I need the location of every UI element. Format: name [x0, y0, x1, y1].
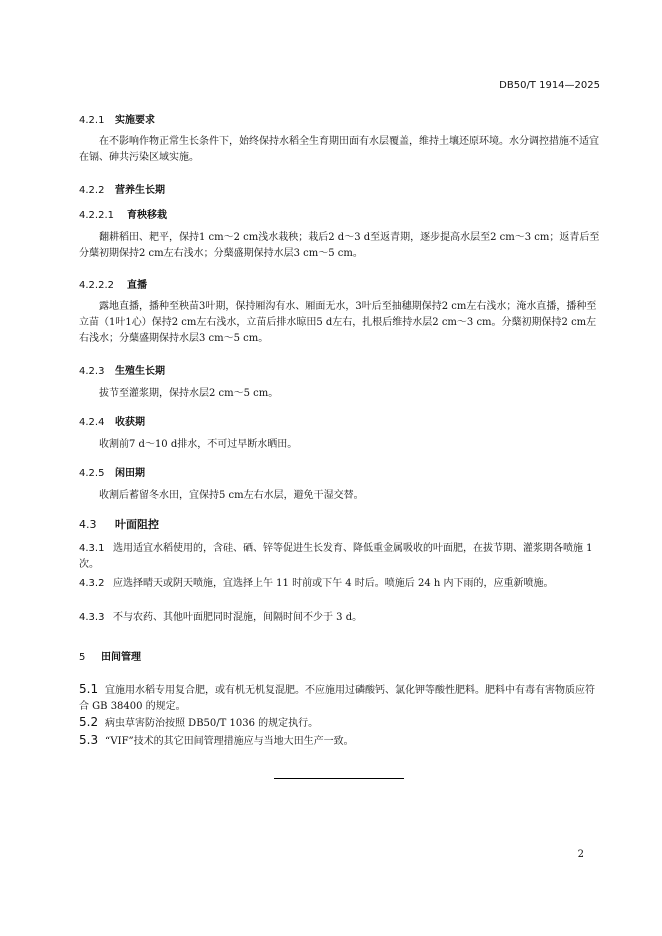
- heading-title: 闲田期: [115, 468, 145, 479]
- clause-text: “VIF”技术的其它田间管理措施应与当地大田生产一致。: [105, 736, 354, 747]
- heading-number: 4.2.1: [79, 115, 105, 126]
- clause-number: 4.3.1: [79, 543, 105, 554]
- paragraph-4-2-5: 收割后蓄留冬水田，宜保持5 cm左右水层，避免干湿交替。: [99, 490, 364, 501]
- heading-4-2-5: [79, 464, 145, 479]
- clause-5-1: [79, 681, 601, 715]
- clause-text: 选用适宜水稻使用的，含硅、硒、锌等促进生长发育、降低重金属吸收的叶面肥，在拔节期、灌浆期各喷施 1 次。: [79, 543, 593, 570]
- heading-title: 营养生长期: [115, 185, 165, 196]
- heading-title: 直播: [127, 280, 147, 291]
- heading-number: 4.2.2.2: [79, 280, 114, 291]
- heading-4-2-2: [79, 181, 165, 196]
- heading-number: 4.2.2.1: [79, 210, 114, 221]
- paragraph-4-2-4: 收割前7 d～10 d排水，不可过早断水晒田。: [99, 439, 298, 450]
- paragraph-4-2-1: 在不影响作物正常生长条件下，始终保持水稻全生育期田面有水层覆盖，维持土壤还原环境。水分调控措施不适宜在镉、砷共污染区域实施。: [79, 136, 599, 163]
- heading-number: 4.2.5: [79, 468, 105, 479]
- end-rule: [274, 778, 404, 779]
- heading-title: 实施要求: [115, 115, 155, 126]
- paragraph-4-2-3: 拔节至灌浆期，保持水层2 cm～5 cm。: [99, 388, 279, 399]
- clause-text: 宜施用水稻专用复合肥，或有机无机复混肥。不应施用过磷酸钙、氯化钾等酸性肥料。肥料中有毒有害物质应符合 GB 38400 的规定。: [79, 685, 595, 712]
- heading-4-2-2-2: [79, 276, 147, 291]
- heading-title: 生殖生长期: [115, 366, 165, 377]
- clause-4-3-2: [79, 576, 601, 592]
- clause-5-3: [79, 732, 601, 750]
- document-code: DB50/T 1914—2025: [499, 80, 600, 91]
- heading-number: 4.2.3: [79, 366, 105, 377]
- heading-number: 4.2.4: [79, 417, 105, 428]
- heading-4-2-2-1: [79, 206, 167, 221]
- heading-number: 5: [79, 652, 86, 663]
- heading-4-3: [79, 516, 159, 532]
- heading-number: 4.2.2: [79, 185, 105, 196]
- clause-4-3-1: [79, 541, 601, 573]
- heading-4-2-4: [79, 413, 145, 428]
- heading-title: 收获期: [115, 417, 145, 428]
- paragraph-4-2-2-1: 翻耕稻田、耙平，保持1 cm～2 cm浅水栽秧；栽后2 d～3 d至返青期，逐步提高水层至2 cm～3 cm；返青后至分蘖初期保持2 cm左右浅水；分蘖盛期保持水层3 cm～5 cm。: [79, 232, 600, 259]
- heading-title: 叶面阻控: [115, 518, 159, 531]
- heading-4-2-1: [79, 111, 155, 126]
- heading-title: 田间管理: [101, 652, 141, 663]
- heading-number: 4.3: [79, 518, 97, 531]
- clause-4-3-3: [79, 610, 601, 626]
- clause-number: 4.3.3: [79, 612, 105, 623]
- clause-5-2: [79, 714, 601, 732]
- clause-text: 病虫草害防治按照 DB50/T 1036 的规定执行。: [105, 718, 319, 729]
- heading-title: 育秧移栽: [127, 210, 167, 221]
- heading-5: [79, 648, 141, 663]
- clause-number: 4.3.2: [79, 578, 105, 589]
- clause-text: 不与农药、其他叶面肥同时混施，间隔时间不少于 3 d。: [113, 612, 363, 623]
- clause-text: 应选择晴天或阴天喷施，宜选择上午 11 时前或下午 4 时后。喷施后 24 h 内下雨的，应重新喷施。: [113, 578, 554, 589]
- clause-number: 5.1: [79, 682, 99, 696]
- paragraph-4-2-2-2: 露地直播，播种至秧苗3叶期，保持厢沟有水、厢面无水，3叶后至抽穗期保持2 cm左右浅水；淹水直播，播种至立苗（1叶1心）保持2 cm左右浅水，立苗后排水晾田5 d左右，扎根后维持水层2 cm～3 cm。分蘖初期保持2 cm左右浅水；分蘖盛期保持水层3 cm～5 cm。: [79, 301, 597, 344]
- heading-4-2-3: [79, 362, 165, 377]
- clause-number: 5.3: [79, 733, 99, 747]
- page-number: 2: [577, 849, 584, 860]
- clause-number: 5.2: [79, 715, 99, 729]
